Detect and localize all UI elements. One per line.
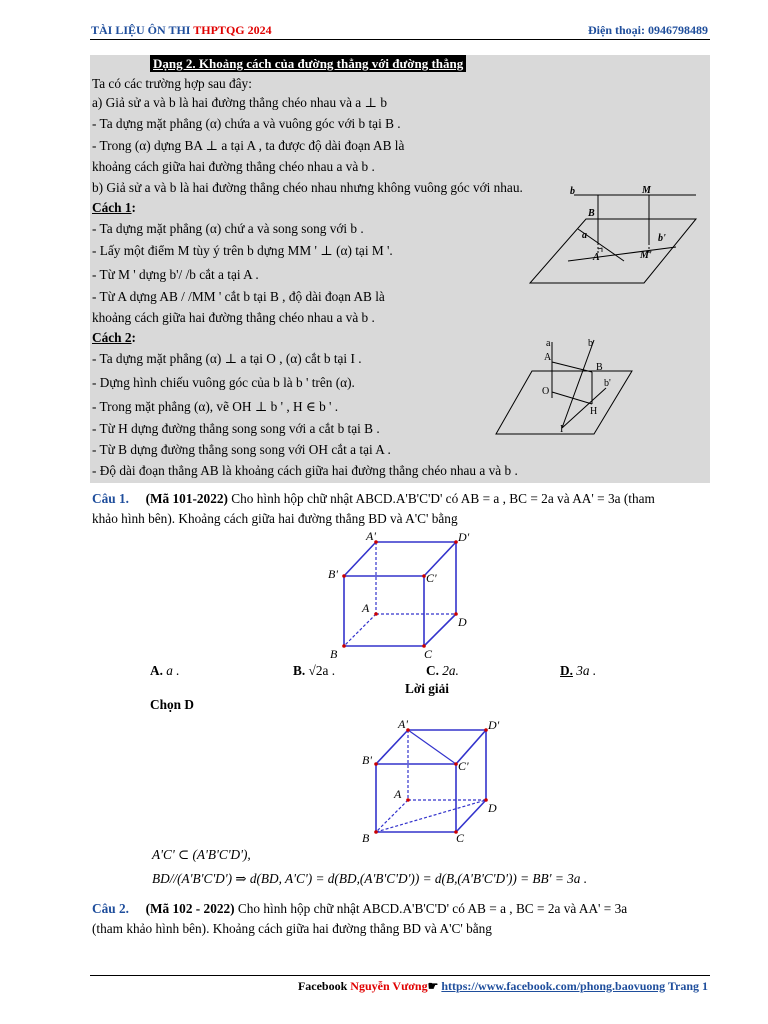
method1-heading: Cách 1: <box>92 200 136 215</box>
cube2-label-C: C <box>456 831 465 845</box>
cube-figure-question <box>326 528 476 660</box>
cube1-label-Dprime: D' <box>458 530 470 544</box>
method2-step: - Từ B dựng đường thẳng song song với OH cắt a tại A . <box>92 442 391 457</box>
fig1-label-A: A <box>593 252 600 263</box>
cube1-label-B: B <box>330 647 338 660</box>
method1-step: - Lấy một điểm M tùy ý trên b dựng MM ' ⊥ (α) tại M '. <box>92 243 393 258</box>
header-divider <box>90 39 710 40</box>
fig1-label-B: B <box>588 208 595 219</box>
pointer-icon: ☛ <box>427 979 442 993</box>
method1-step: - Từ A dựng AB / /MM ' cắt b tại B , độ dài đoạn AB là <box>92 289 385 304</box>
fig1-label-b: b <box>570 186 575 197</box>
fig2-label-bprime: b' <box>604 378 611 389</box>
theory-line: - Ta dựng mặt phẳng (α) chứa a và vuông góc với b tại B . <box>92 116 401 131</box>
method1-step: - Ta dựng mặt phẳng (α) chứ a và song song với b . <box>92 221 364 236</box>
fig1-label-Mprime: M' <box>640 250 652 261</box>
method2-step: - Ta dựng mặt phẳng (α) ⊥ a tại O , (α) cắt b tại I . <box>92 351 362 366</box>
cube2-label-Bprime: B' <box>362 753 372 767</box>
method2-step: - Trong mặt phẳng (α), vẽ OH ⊥ b ' , H ∈ b ' . <box>92 399 339 414</box>
theory-line: a) Giả sử a và b là hai đường thẳng chéo nhau và a ⊥ b <box>92 95 387 110</box>
option-d[interactable]: D. 3a . <box>560 663 597 678</box>
section-title: Dạng 2. Khoảng cách của đường thẳng với đường thẳng <box>150 55 466 72</box>
option-b[interactable]: B. √2a . <box>293 663 336 678</box>
fig2-label-b: b <box>588 338 593 349</box>
solution-line2: BD//(A'B'C'D') ⇒ d(BD, A'C') = d(BD,(A'B'C'D')) = d(B,(A'B'C'D')) = BB' = 3a . <box>152 871 588 886</box>
fig2-label-I: I <box>560 424 564 435</box>
cube1-label-D: D <box>458 615 467 629</box>
footer-page-number: Trang 1 <box>665 979 708 993</box>
method1-step: - Từ M ' dựng b'/ /b cắt a tại A . <box>92 267 259 282</box>
footer: Facebook Nguyễn Vương☛ https://www.facebook.com/phong.baovuong Trang 1 <box>297 979 708 993</box>
method2-step: - Từ H dựng đường thẳng song song với a cắt b tại B . <box>92 421 380 436</box>
question-2-line2: (tham khảo hình bên). Khoảng cách giữa hai đường thẳng BD và A'C' bằng <box>92 921 492 936</box>
theory-line: khoảng cách giữa hai đường thẳng chéo nhau a và b . <box>92 159 375 174</box>
solution-line1: A'C' ⊂ (A'B'C'D'), <box>152 847 251 862</box>
theory-line: Ta có các trường hợp sau đây: <box>92 76 252 91</box>
cube1-label-C: C <box>424 647 433 660</box>
header-title: TÀI LIỆU ÔN THI THPTQG 2024 <box>91 23 272 37</box>
question-1-line1: Câu 1. (Mã 101-2022) Cho hình hộp chữ nhật ABCD.A'B'C'D' có AB = a , BC = 2a và AA' = 3a (tham <box>92 491 655 506</box>
cube2-label-B: B <box>362 831 370 845</box>
fig1-label-M: M <box>642 185 651 196</box>
cube2-label-D: D <box>488 801 497 815</box>
cube2-label-Dprime: D' <box>488 718 500 732</box>
theory-line: - Trong (α) dựng BA ⊥ a tại A , ta được độ dài đoạn AB là <box>92 138 405 153</box>
cube2-label-A: A <box>394 787 402 801</box>
cube2-label-Aprime: A' <box>398 717 408 731</box>
fig2-label-O: O <box>542 386 550 397</box>
option-a[interactable]: A. a . <box>150 663 180 678</box>
method2-step: - Dựng hình chiếu vuông góc của b là b ' trên (α). <box>92 375 355 390</box>
cube1-label-Aprime: A' <box>366 529 376 543</box>
cube2-label-Cprime: C' <box>458 759 469 773</box>
theory-line: b) Giả sử a và b là hai đường thẳng chéo nhau nhưng không vuông góc với nhau. <box>92 180 523 195</box>
question-1-line2: khảo hình bên). Khoảng cách giữa hai đường thẳng BD và A'C' bằng <box>92 511 458 526</box>
fig2-label-H: H <box>590 406 598 417</box>
cube1-label-A: A <box>362 601 370 615</box>
method1-step: khoảng cách giữa hai đường thẳng chéo nhau a và b . <box>92 310 375 325</box>
fig1-label-a: a <box>582 230 587 241</box>
fig1-label-bprime: b' <box>658 233 666 244</box>
figure-method1 <box>526 183 698 288</box>
option-c[interactable]: C. 2a. <box>426 663 459 678</box>
method2-step: - Độ dài đoạn thẳng AB là khoảng cách giữa hai đường thẳng chéo nhau a và b . <box>92 463 518 478</box>
cube1-label-Bprime: B' <box>328 567 338 581</box>
question-2-line1: Câu 2. (Mã 102 - 2022) Cho hình hộp chữ nhật ABCD.A'B'C'D' có AB = a , BC = 2a và AA' = 3a <box>92 901 628 916</box>
cube-figure-solution <box>360 716 510 846</box>
solution-title: Lời giải <box>405 681 449 696</box>
footer-facebook-link[interactable]: https://www.facebook.com/phong.baovuong <box>441 979 666 993</box>
footer-author: Nguyễn Vương <box>350 979 428 993</box>
footer-divider <box>90 975 710 976</box>
solution-answer: Chọn D <box>150 697 194 712</box>
fig2-label-A: A <box>544 352 552 363</box>
method2-heading: Cách 2: <box>92 330 136 345</box>
fig2-label-B: B <box>596 362 603 373</box>
cube1-label-Cprime: C' <box>426 571 437 585</box>
fig2-label-a: a <box>546 338 551 349</box>
header-exam-tag: THPTQG 2024 <box>193 23 272 37</box>
figure-method2 <box>494 336 634 436</box>
header-phone: Điện thoại: 0946798489 <box>588 23 708 37</box>
